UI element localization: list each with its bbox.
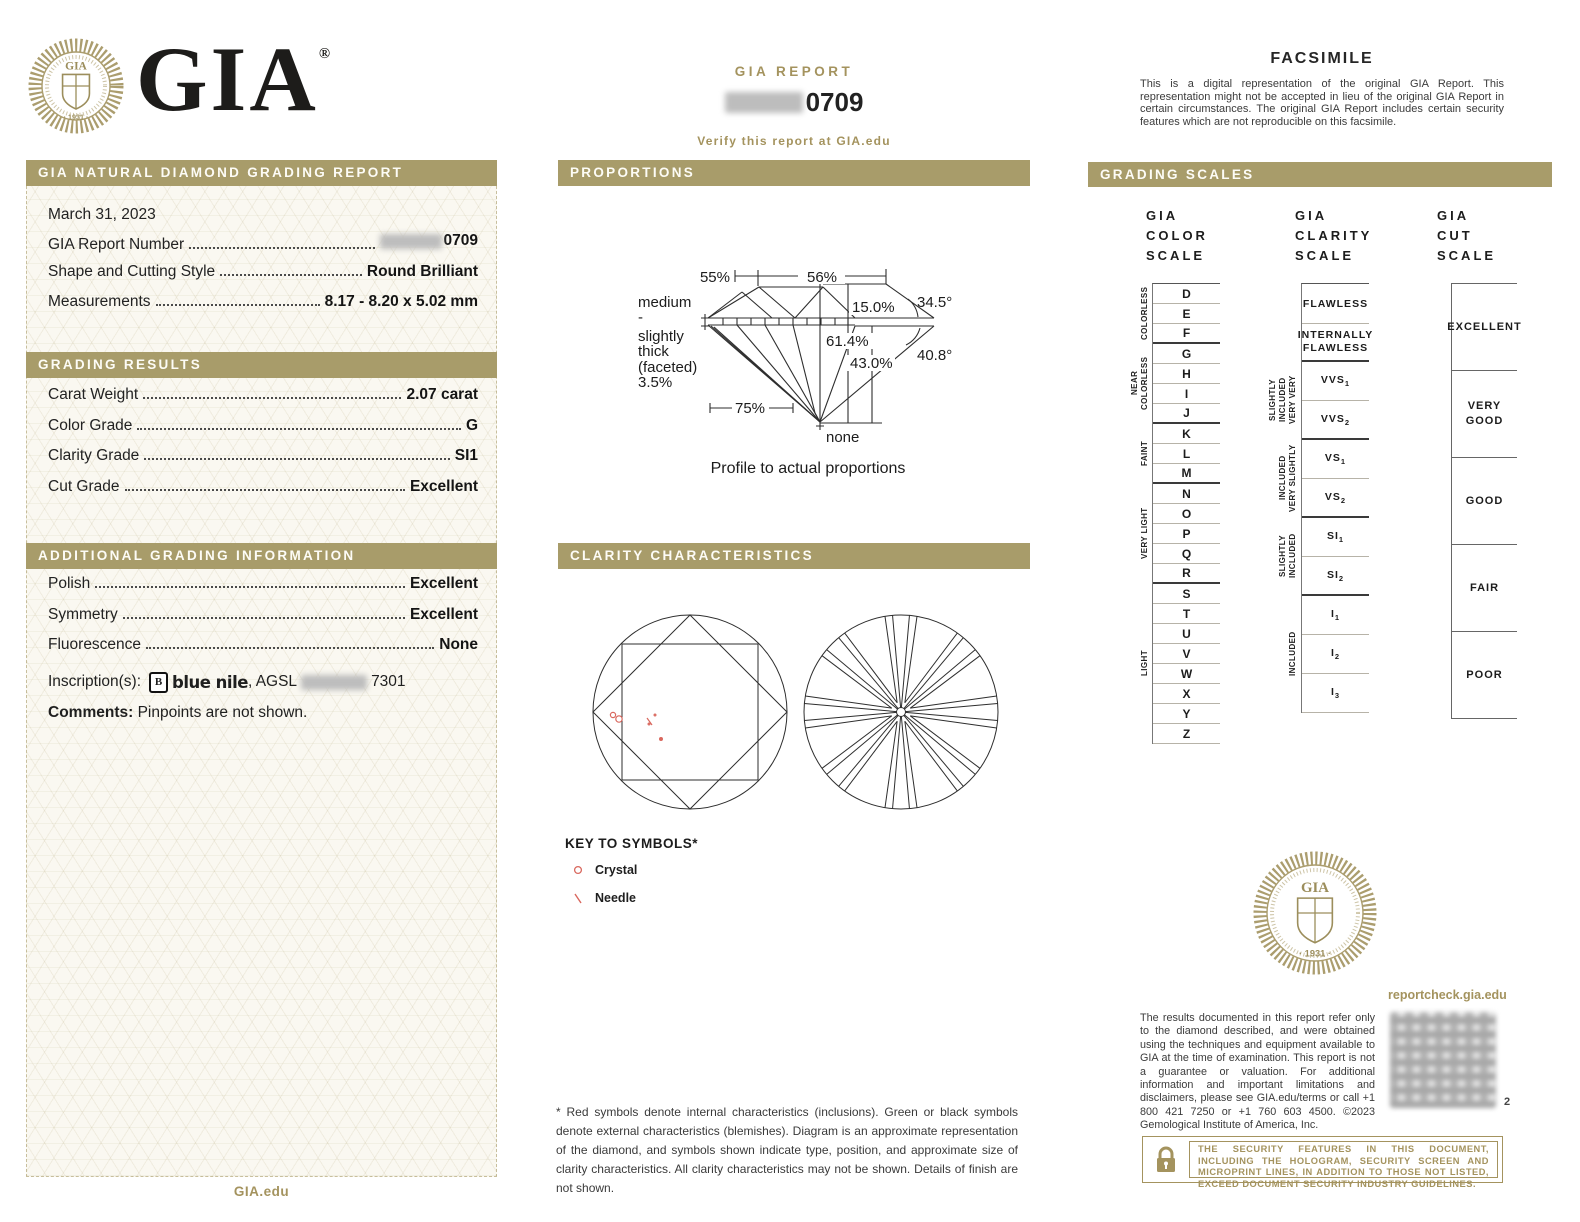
row-label: Polish: [48, 575, 91, 592]
cut-scale-row: GOOD: [1452, 458, 1517, 545]
scale-group-label: NEAR COLORLESS: [1130, 356, 1149, 410]
report-row: [48, 636, 478, 667]
girdle-label-5: (faceted): [638, 359, 698, 376]
color-scale-row: V: [1153, 644, 1220, 664]
clarity-scale-row: $I_1$: [1302, 596, 1369, 635]
color-scale-row: R: [1153, 564, 1220, 584]
row-value: [406, 386, 478, 404]
row-value: [380, 232, 478, 250]
clarity-scale-row: $SI_1$: [1302, 518, 1369, 557]
row-value: [455, 447, 478, 465]
cut-scale-row: FAIR: [1452, 545, 1517, 632]
verify-link: Verify this report at GIA.edu: [697, 134, 891, 148]
color-scale-row: U: [1153, 624, 1220, 644]
facsimile-body: This is a digital representation of the original GIA Report. This representation might not be accepted in lieu of the original GIA Report in certain circumstances. The original GIA Report includes certain security features which are not reproducible on this facsimile.: [1140, 78, 1504, 128]
row-value-text: 2.07 carat: [406, 386, 478, 403]
total-depth-label: 61.4%: [826, 333, 869, 350]
dotted-leader: [137, 428, 461, 430]
clarity-scale-row: $SI_2$: [1302, 557, 1369, 596]
dotted-leader: [189, 247, 374, 249]
color-scale-row: N: [1153, 484, 1220, 504]
scale-group-label: SLIGHTLY INCLUDED: [1278, 533, 1297, 579]
clarity-scale-row: $VS_2$: [1302, 479, 1369, 518]
gia-wordmark: GIA®: [136, 28, 331, 130]
svg-text:GIA: GIA: [65, 60, 87, 73]
row-label: Measurements: [48, 293, 151, 310]
cut-scale-row: POOR: [1452, 632, 1517, 719]
report-info-rows: [48, 232, 478, 324]
dotted-leader: [220, 274, 362, 276]
row-value-text: None: [439, 636, 478, 653]
report-number-visible: 0709: [805, 87, 864, 117]
clarity-scale-table: [1297, 283, 1374, 713]
color-scale-row: X: [1153, 684, 1220, 704]
color-scale-row: G: [1153, 344, 1220, 364]
gia-seal-stamp: [1253, 851, 1377, 975]
color-scale-row: J: [1153, 404, 1220, 424]
facsimile-title: FACSIMILE: [1270, 50, 1374, 67]
row-label: Cut Grade: [48, 477, 120, 495]
color-scale-row: I: [1153, 384, 1220, 404]
crown-height-label: 15.0%: [852, 299, 895, 316]
color-scale-row: D: [1153, 284, 1220, 304]
girdle-label-1: medium: [638, 294, 692, 311]
inscription-label: Inscription(s):: [48, 673, 142, 690]
row-value: [466, 417, 478, 435]
star-length-label: 55%: [699, 269, 730, 286]
row-value-text: 0709: [443, 232, 478, 249]
dotted-leader: [146, 647, 434, 649]
clarity-plot-diagrams: [585, 608, 1015, 818]
crown-angle-label: 34.5°: [917, 294, 953, 311]
report-row: [48, 263, 478, 294]
color-scale-row: P: [1153, 524, 1220, 544]
clarity-scale-row: INTERNALLY FLAWLESS: [1302, 324, 1369, 362]
scale-group-label: FAINT: [1140, 440, 1149, 466]
row-value: [410, 478, 478, 496]
row-label: Color Grade: [48, 416, 133, 434]
color-scale-row: K: [1153, 424, 1220, 444]
cut-scale-title: GIA CUT SCALE: [1437, 208, 1497, 263]
row-value-text: Round Brilliant: [366, 262, 478, 280]
crystal-legend-icon: [571, 863, 585, 877]
color-scale-table: [1152, 283, 1220, 744]
color-scale-row: E: [1153, 304, 1220, 324]
girdle-label-3: slightly: [638, 328, 684, 345]
clarity-footnote: * Red symbols denote internal characteristics (inclusions). Green or black symbols denote external characteristics (blemishes). Diagram is an approximate representation of the diamond, and symbols shown indicate type, position, and approximate size of clarity characteristics. All clarity characteristics may not be shown. Details of finish are not shown.: [556, 1105, 1018, 1195]
dotted-leader: [143, 397, 401, 399]
report-row: [48, 478, 478, 509]
clarity-scale-row: $VS_1$: [1302, 440, 1369, 479]
color-scale-row: L: [1153, 444, 1220, 464]
row-value: [410, 606, 478, 624]
blue-nile-logo-icon: B: [149, 672, 168, 693]
color-scale-row: F: [1153, 324, 1220, 344]
additional-grading-rows: [48, 575, 478, 667]
scale-group-label: INCLUDED: [1288, 631, 1297, 676]
cut-scale-table: [1447, 283, 1522, 719]
row-label: Fluorescence: [48, 636, 142, 653]
color-scale-row: T: [1153, 604, 1220, 624]
dotted-leader: [125, 489, 405, 491]
svg-text:· 1931 ·: · 1931 ·: [1298, 948, 1332, 959]
pavilion-angle-label: 40.8°: [917, 347, 953, 364]
dotted-leader: [123, 617, 405, 619]
comments-row: [48, 698, 478, 729]
scale-group-label: VERY VERY SLIGHTLY INCLUDED: [1268, 375, 1297, 425]
pinpoint-symbol: [660, 738, 663, 741]
svg-text:GIA: GIA: [1300, 879, 1330, 896]
security-notice-box: [1142, 1136, 1503, 1189]
legend-label: Crystal: [595, 863, 638, 877]
clarity-scale-row: $VVS_2$: [1302, 401, 1369, 440]
scale-group-label: VERY SLIGHTLY INCLUDED: [1278, 444, 1297, 512]
report-row: [48, 447, 478, 478]
pavilion-depth-label: 43.0%: [850, 355, 893, 372]
grading-result-rows: [48, 386, 478, 508]
svg-text:· 1931 ·: · 1931 ·: [63, 112, 89, 122]
registered-mark: ®: [318, 46, 331, 62]
inscription-number-redacted: [301, 675, 367, 690]
legend-item-crystal: [571, 856, 637, 884]
color-scale-row: Q: [1153, 544, 1220, 564]
legend-label: Needle: [595, 891, 636, 905]
row-value-text: Excellent: [409, 575, 478, 592]
section-header-grading-scales: GRADING SCALES: [1088, 162, 1552, 187]
color-scale-row: W: [1153, 664, 1220, 684]
color-scale-row: Z: [1153, 724, 1220, 744]
crystal-symbol: [616, 716, 622, 722]
row-value: [410, 575, 478, 593]
dotted-leader: [144, 458, 449, 460]
lock-icon: [1143, 1137, 1189, 1182]
gia-report-title: GIA REPORT: [734, 64, 854, 79]
report-row: [48, 232, 478, 263]
crown-view-wireframe: [593, 615, 787, 809]
row-label: GIA Report Number: [48, 235, 185, 253]
proportions-diagram: [565, 245, 1035, 490]
girdle-label-2: -: [638, 309, 643, 326]
proportions-caption: Profile to actual proportions: [710, 460, 906, 477]
report-row: [48, 575, 478, 606]
pavilion-view-wireframe: [804, 615, 998, 809]
qr-code: [1390, 1012, 1496, 1108]
inscription-brand: blue nile: [172, 672, 248, 692]
legend-item-needle: [571, 884, 637, 912]
report-number: [558, 87, 1030, 118]
scale-group-label: VERY LIGHT: [1140, 507, 1149, 559]
color-scale-title: GIA COLOR SCALE: [1146, 208, 1208, 263]
page-number: 2: [1504, 1096, 1511, 1108]
girdle-label-4: thick: [638, 343, 669, 360]
section-header-additional-info: ADDITIONAL GRADING INFORMATION: [26, 543, 497, 569]
comments-label: Comments:: [48, 704, 134, 721]
crystal-symbol: [610, 712, 615, 717]
row-value-text: 8.17 - 8.20 x 5.02 mm: [324, 293, 478, 310]
inscription-separator: , AGSL: [247, 673, 298, 690]
report-date: March 31, 2023: [48, 206, 156, 223]
dotted-leader: [95, 586, 405, 588]
row-value: [367, 263, 478, 281]
row-value-text: SI1: [454, 447, 478, 464]
results-disclaimer: The results documented in this report refer only to the diamond described, and were obtained using the techniques and equipment available to GIA at the time of examination. This report is not a guarantee or valuation. For additional information and important limitations and disclaimers, please see GIA.edu/terms or call +1 800 421 7250 or +1 760 603 4500. ©2023 Gemological Institute of America, Inc.: [1140, 1012, 1375, 1132]
color-scale-row: O: [1153, 504, 1220, 524]
clarity-scale-row: FLAWLESS: [1302, 284, 1369, 324]
gia-edu-footer-link: GIA.edu: [233, 1184, 290, 1199]
section-header-grading-results: GRADING RESULTS: [26, 352, 497, 378]
color-scale-row: S: [1153, 584, 1220, 604]
report-row: [48, 606, 478, 637]
reportcheck-link: reportcheck.gia.edu: [1388, 988, 1507, 1002]
row-value-text: Excellent: [409, 605, 478, 623]
report-row: [48, 417, 478, 448]
needle-legend-icon: [571, 891, 585, 905]
section-header-grading-report: GIA NATURAL DIAMOND GRADING REPORT: [26, 160, 497, 186]
inscription-row: [48, 667, 478, 698]
report-number-redacted: [725, 92, 803, 113]
report-row: [48, 293, 478, 324]
table-size-label: 56%: [806, 269, 838, 286]
section-header-proportions: PROPORTIONS: [558, 160, 1030, 186]
key-to-symbols-title: KEY TO SYMBOLS*: [565, 836, 699, 851]
row-value-text: Excellent: [409, 477, 478, 495]
row-value-text: G: [465, 416, 478, 434]
scale-group-label: LIGHT: [1140, 650, 1149, 676]
security-notice-text: THE SECURITY FEATURES IN THIS DOCUMENT, INCLUDING THE HOLOGRAM, SECURITY SCREEN AND MICROPRINT LINES, IN ADDITION TO THOSE NOT LISTED, EXCEED DOCUMENT SECURITY INDUSTRY GUIDELINES.: [1189, 1141, 1498, 1178]
cut-scale-row: VERY GOOD: [1452, 371, 1517, 458]
redacted-value: [380, 234, 442, 249]
lower-half-label: 75%: [734, 400, 766, 417]
inclusion-symbols: [610, 712, 662, 740]
color-scale-row: Y: [1153, 704, 1220, 724]
row-label: Symmetry: [48, 605, 118, 623]
section-header-clarity-characteristics: CLARITY CHARACTERISTICS: [558, 543, 1030, 569]
row-label: Shape and Cutting Style: [48, 262, 216, 280]
dotted-leader: [156, 304, 320, 306]
inscription-number-visible: 7301: [371, 673, 406, 690]
clarity-scale-row: $VVS_1$: [1302, 362, 1369, 401]
row-label: Clarity Grade: [48, 447, 140, 464]
culet-label: none: [826, 429, 860, 446]
row-value: [439, 636, 478, 654]
scale-group-label: COLORLESS: [1140, 286, 1149, 340]
color-scale-row: M: [1153, 464, 1220, 484]
clarity-scale-title: GIA CLARITY SCALE: [1295, 208, 1373, 263]
color-scale-row: H: [1153, 364, 1220, 384]
clarity-scale-row: $I_3$: [1302, 674, 1369, 713]
report-row: [48, 386, 478, 417]
clarity-scale-row: $I_2$: [1302, 635, 1369, 674]
girdle-label-6: 3.5%: [638, 374, 673, 391]
row-value: [325, 293, 478, 311]
gia-seal-logo: [28, 38, 124, 134]
row-label: Carat Weight: [48, 386, 139, 403]
cut-scale-row: EXCELLENT: [1452, 284, 1517, 371]
comments-text: Pinpoints are not shown.: [137, 704, 308, 721]
